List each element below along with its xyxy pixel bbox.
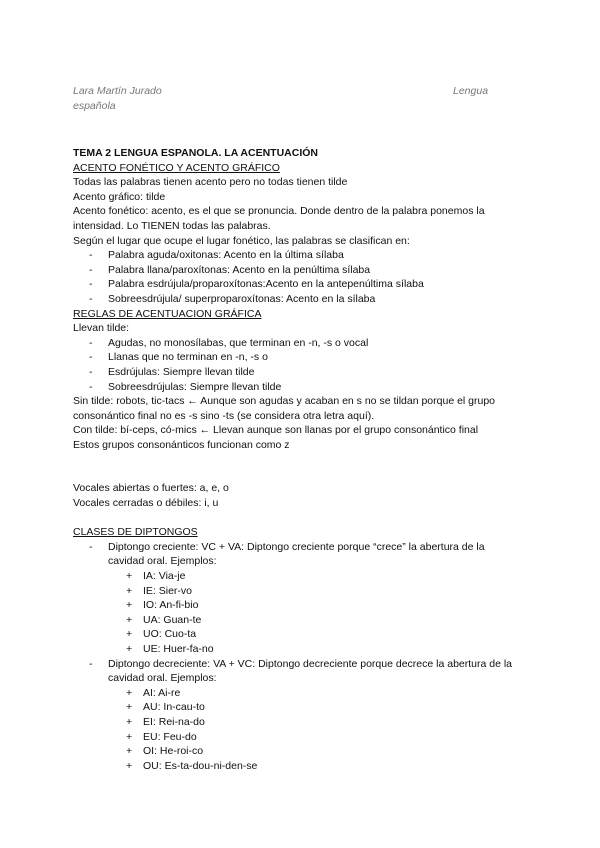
- plus-bullet: +: [126, 599, 133, 612]
- plus-bullet: +: [126, 745, 133, 758]
- dash-bullet: -: [89, 292, 93, 305]
- plus-bullet: +: [126, 628, 133, 641]
- plus-bullet: +: [126, 730, 133, 743]
- sub-list-item: + AU: In-cau-to: [126, 701, 205, 714]
- list-item: - Palabra llana/paroxítonas: Acento en la penúltima sílaba: [89, 263, 371, 276]
- paragraph-closed-vowels: Vocales cerradas o débiles: i, u: [73, 497, 219, 510]
- plus-bullet: +: [126, 584, 133, 597]
- paragraph: Con tilde: bí-ceps, có-mics ← Llevan aunque son llanas por el grupo consonántico final: [73, 424, 479, 437]
- list-item: - Diptongo creciente: VC + VA: Diptongo creciente porque “crece” la abertura de la cavidad oral. Ejemplos:: [89, 540, 485, 568]
- dash-bullet: -: [89, 351, 93, 364]
- spacer: [73, 452, 513, 481]
- sub-list-item: + EI: Rei-na-do: [126, 715, 205, 728]
- list-item: - Esdrújulas: Siempre llevan tilde: [89, 365, 255, 378]
- paragraph: Acento fonético: acento, es el que se pronuncia. Donde dentro de la palabra ponemos la intensidad. Lo TIENEN todas las palabras.: [73, 205, 485, 232]
- list-item: - Palabra esdrújula/proparoxítonas:Acento en la antepenúltima sílaba: [89, 278, 424, 291]
- sub-list-item: + IE: Sier-vo: [126, 584, 193, 597]
- sub-list-item: + EU: Feu-do: [126, 730, 197, 743]
- plus-bullet: +: [126, 759, 133, 772]
- paragraph: Llevan tilde:: [73, 322, 130, 335]
- paragraph: Estos grupos consonánticos funcionan como z: [73, 438, 290, 451]
- list-item: - Llanas que no terminan en -n, -s o: [89, 351, 268, 364]
- dash-bullet: -: [89, 380, 93, 393]
- paragraph: Sin tilde: robots, tic-tacs ← Aunque son agudas y acaban en s no se tildan porque el grupo consonántico final no es -s sino -ts (se considera otra letra aquí).: [73, 395, 496, 422]
- sub-list-item: + UA: Guan-te: [126, 613, 202, 626]
- sub-list-item: + IO: An-fi-bio: [126, 599, 199, 612]
- dash-bullet: -: [89, 336, 93, 349]
- subject-label: Lengua: [453, 85, 489, 97]
- dash-bullet: -: [89, 657, 93, 670]
- paragraph: Todas las palabras tienen acento pero no todas tienen tilde: [73, 176, 348, 189]
- dash-bullet: -: [89, 540, 93, 553]
- plus-bullet: +: [126, 613, 133, 626]
- sub-list-item: + UO: Cuo-ta: [126, 628, 197, 641]
- section-heading-accent: ACENTO FONÉTICO Y ACENTO GRÁFICO: [73, 161, 280, 174]
- list-item: - Sobreesdrújulas: Siempre llevan tilde: [89, 380, 282, 393]
- list-item: - Diptongo decreciente: VA + VC: Diptongo decreciente porque decrece la abertura de la cavidad oral. Ejemplos:: [89, 657, 513, 685]
- sub-list-item: + OI: He-roi-co: [126, 745, 204, 758]
- section-heading-diphthongs: CLASES DE DIPTONGOS: [73, 526, 198, 539]
- dash-bullet: -: [89, 263, 93, 276]
- sub-list-item: + AI: Ai-re: [126, 686, 181, 699]
- paragraph: Acento gráfico: tilde: [73, 190, 166, 203]
- dash-bullet: -: [89, 278, 93, 291]
- sub-list-item: + UE: Huer-fa-no: [126, 643, 214, 655]
- sub-list-item: + OU: Es-ta-dou-ni-den-se: [126, 759, 258, 772]
- paragraph-open-vowels: Vocales abiertas o fuertes: a, e, o: [73, 482, 229, 495]
- subject-label-continued: española: [73, 100, 116, 112]
- dash-bullet: -: [89, 249, 93, 262]
- list-item: - Sobreesdrújula/ superproparoxítonas: Acento en la sílaba: [89, 292, 376, 305]
- plus-bullet: +: [126, 686, 133, 699]
- sub-list-item: + IA: Via-je: [126, 570, 186, 583]
- plus-bullet: +: [126, 570, 133, 583]
- paragraph: Según el lugar que ocupe el lugar fonético, las palabras se clasifican en:: [73, 234, 410, 247]
- author-name: Lara Martín Jurado: [73, 85, 162, 97]
- section-heading-rules: REGLAS DE ACENTUACION GRÁFICA: [73, 307, 262, 320]
- spacer: [73, 511, 513, 526]
- list-item: - Agudas, no monosílabas, que terminan en -n, -s o vocal: [89, 336, 369, 349]
- plus-bullet: +: [126, 701, 133, 714]
- plus-bullet: +: [126, 643, 133, 655]
- document-title: TEMA 2 LENGUA ESPANOLA. LA ACENTUACIÓN: [73, 147, 319, 159]
- dash-bullet: -: [89, 365, 93, 378]
- document-body: [73, 146, 513, 773]
- plus-bullet: +: [126, 715, 133, 728]
- list-item: - Palabra aguda/oxitonas: Acento en la última sílaba: [89, 249, 344, 262]
